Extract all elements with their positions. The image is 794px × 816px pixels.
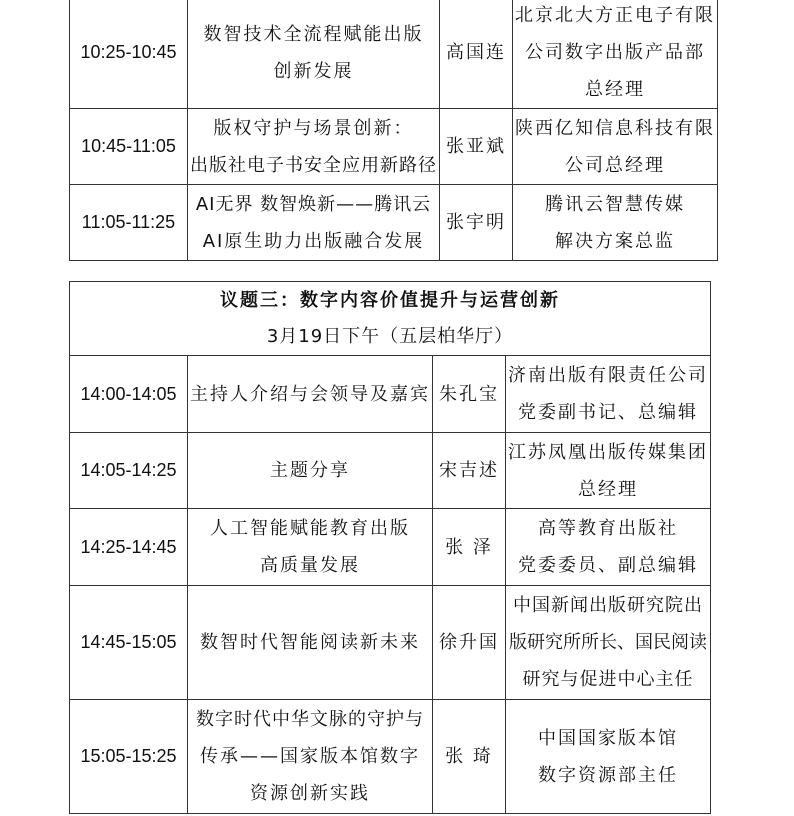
speaker-cell: 张宇明	[440, 185, 513, 261]
table-row	[70, 509, 711, 586]
schedule-table-session-three	[69, 281, 711, 814]
topic-cell	[188, 509, 433, 586]
topic-cell	[188, 356, 433, 433]
topic-cell	[188, 0, 440, 109]
table-row	[70, 185, 718, 261]
section-title: 议题三：数字内容价值提升与运营创新	[220, 289, 560, 311]
org-cell	[513, 185, 718, 261]
org-cell	[513, 109, 718, 185]
time-cell: 11:05-11:25	[70, 185, 188, 261]
topic-line: AI原生助力出版融合发展	[202, 230, 425, 252]
topic-line: 主题分享	[270, 460, 350, 481]
org-line: 党委副书记、总编辑	[518, 402, 698, 423]
time-cell: 14:25-14:45	[70, 509, 188, 586]
org-cell	[513, 0, 718, 109]
org-line: 中国国家版本馆	[538, 727, 678, 749]
time-cell: 14:45-15:05	[70, 586, 188, 700]
org-line: 公司数字出版产品部	[525, 42, 705, 63]
speaker-cell: 张 琦	[433, 700, 506, 814]
speaker-cell: 朱孔宝	[433, 356, 506, 433]
section-header-cell	[70, 282, 711, 356]
speaker-cell: 宋吉述	[433, 433, 506, 509]
time-cell: 14:05-14:25	[70, 433, 188, 509]
speaker-cell: 张亚斌	[440, 109, 513, 185]
org-line: 陕西亿知信息科技有限	[515, 117, 715, 139]
topic-line: 数智时代智能阅读新未来	[200, 632, 420, 653]
org-line: 总经理	[585, 79, 645, 100]
time-cell: 14:00-14:05	[70, 356, 188, 433]
table-row	[70, 109, 718, 185]
schedule-table-session-two	[69, 0, 718, 261]
org-line: 总经理	[578, 478, 638, 500]
topic-line: 传承——国家版本馆数字	[200, 746, 420, 767]
topic-line: 数智技术全流程赋能出版	[203, 23, 424, 45]
topic-line: 版权守护与场景创新：	[213, 117, 414, 139]
org-line: 腾讯云智慧传媒	[545, 193, 685, 215]
topic-cell	[188, 185, 440, 261]
section-subtitle: 3月19日下午（五层柏华厅）	[266, 325, 514, 347]
table-row	[70, 0, 718, 109]
topic-line: 出版社电子书安全应用新路径	[190, 154, 437, 176]
speaker-cell: 徐升国	[433, 586, 506, 700]
org-line: 北京北大方正电子有限	[515, 5, 715, 26]
org-line: 版研究所所长、国民阅读	[509, 632, 707, 653]
org-line: 数字资源部主任	[538, 764, 678, 786]
table-row	[70, 433, 711, 509]
org-line: 中国新闻出版研究院出	[513, 595, 703, 616]
table-row	[70, 586, 711, 700]
section-header-row	[70, 282, 711, 356]
topic-cell	[188, 700, 433, 814]
org-line: 公司总经理	[565, 154, 665, 176]
org-line: 党委委员、副总编辑	[518, 555, 698, 576]
topic-line: 资源创新实践	[250, 783, 370, 804]
org-cell	[506, 433, 711, 509]
time-cell: 15:05-15:25	[70, 700, 188, 814]
org-cell	[506, 586, 711, 700]
table-row	[70, 700, 711, 814]
speaker-cell: 高国连	[440, 0, 513, 109]
speaker-cell: 张 泽	[433, 509, 506, 586]
topic-cell	[188, 586, 433, 700]
org-line: 江苏凤凰出版传媒集团	[508, 441, 708, 463]
topic-line: 创新发展	[273, 60, 354, 82]
topic-line: 高质量发展	[260, 555, 360, 576]
org-line: 研究与促进中心主任	[522, 669, 694, 690]
org-line: 济南出版有限责任公司	[508, 365, 708, 386]
topic-line: AI无界 数智焕新——腾讯云	[195, 193, 432, 215]
topic-cell	[188, 433, 433, 509]
org-cell	[506, 700, 711, 814]
org-cell	[506, 509, 711, 586]
org-cell	[506, 356, 711, 433]
topic-line: 人工智能赋能教育出版	[210, 518, 410, 539]
org-line: 解决方案总监	[555, 230, 675, 252]
org-line: 高等教育出版社	[538, 518, 678, 539]
topic-line: 数字时代中华文脉的守护与	[196, 709, 424, 730]
topic-cell	[188, 109, 440, 185]
topic-line: 主持人介绍与会领导及嘉宾	[190, 383, 430, 405]
table-row	[70, 356, 711, 433]
time-cell: 10:45-11:05	[70, 109, 188, 185]
time-cell: 10:25-10:45	[70, 0, 188, 109]
